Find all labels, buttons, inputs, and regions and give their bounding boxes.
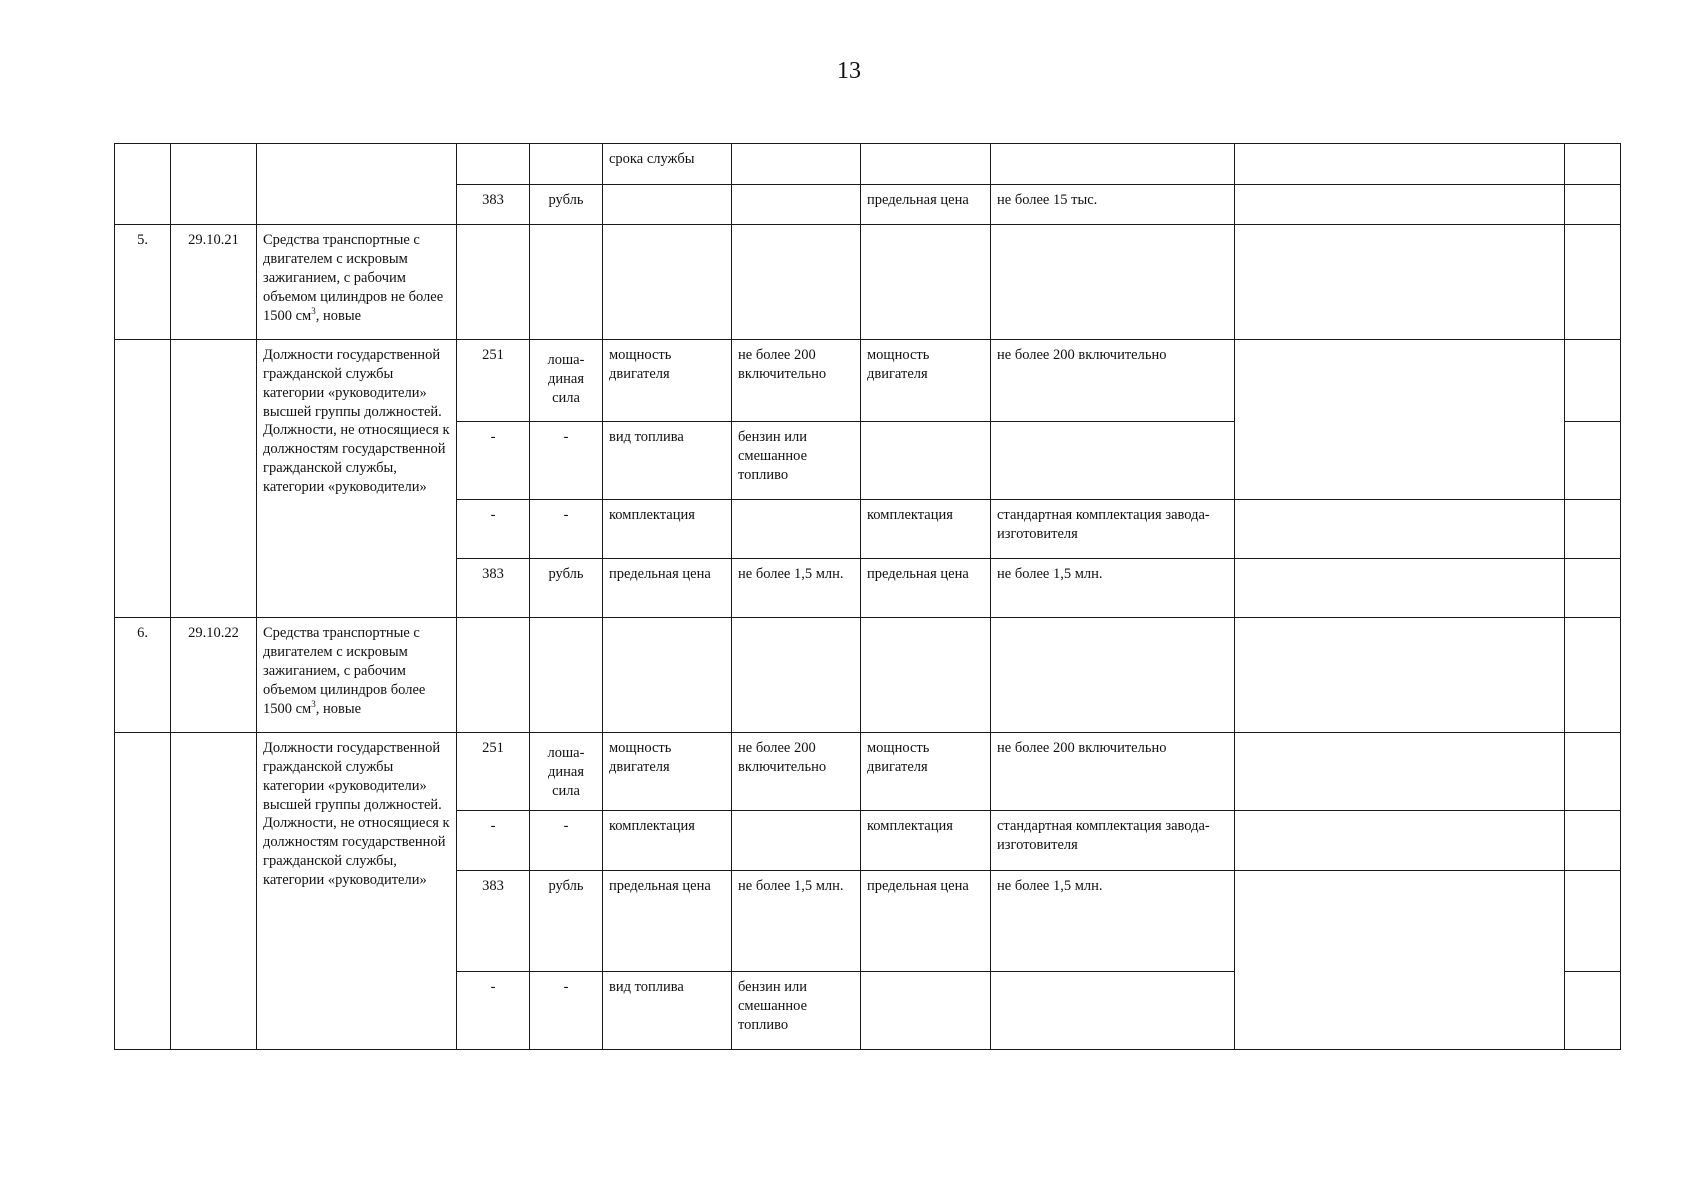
- cell-characteristic: вид топлива: [603, 422, 732, 500]
- cell-unit: [530, 144, 603, 185]
- cell-value-2: стандартная комплектация завода-изготовителя: [991, 811, 1235, 871]
- cell-characteristic: срока службы: [603, 144, 732, 185]
- cell-justification: [1235, 871, 1565, 1050]
- table-row-item-5: [115, 225, 1621, 340]
- cell-characteristic-2: [861, 144, 991, 185]
- cell-justification: [1235, 144, 1565, 185]
- cell-name: [257, 144, 457, 225]
- cell-value: [732, 185, 861, 225]
- cell-value-2: [991, 972, 1235, 1050]
- cell-characteristic: [603, 185, 732, 225]
- cell-function: [1565, 185, 1621, 225]
- cell-characteristic-2: мощность двигателя: [861, 340, 991, 422]
- cell-function: [1565, 144, 1621, 185]
- cell-code: -: [457, 422, 530, 500]
- cell-value-2: стандартная комплектация завода-изготовителя: [991, 500, 1235, 559]
- cell-name: Средства транспортные с двигателем с искровым зажиганием, с рабочим объемом цилиндров не более 1500 $см^3$, новые: [257, 225, 457, 340]
- cell-code: [457, 225, 530, 340]
- cell-value-2: не более 1,5 млн.: [991, 559, 1235, 618]
- cell-characteristic-2: комплектация: [861, 500, 991, 559]
- cell-unit: рубль: [530, 559, 603, 618]
- table-row-item-6: [115, 618, 1621, 733]
- cell-okpd: [171, 733, 257, 1050]
- cell-index: [115, 733, 171, 1050]
- cell-value: не более 1,5 млн.: [732, 871, 861, 972]
- cell-value: бензин или смешанное топливо: [732, 422, 861, 500]
- cell-function: [1565, 811, 1621, 871]
- cell-unit: [530, 225, 603, 340]
- cell-unit: рубль: [530, 185, 603, 225]
- cell-function: [1565, 871, 1621, 972]
- cell-positions: Должности государственной гражданской службы категории «руководители» высшей группы должностей. Должности, не относящиеся к должностям государственной гражданской службы, категории «руководители»: [257, 733, 457, 1050]
- cell-function: [1565, 972, 1621, 1050]
- cell-value-2: не более 15 тыс.: [991, 185, 1235, 225]
- cell-okpd: 29.10.21: [171, 225, 257, 340]
- cell-code: 383: [457, 559, 530, 618]
- cell-unit: -: [530, 811, 603, 871]
- page-number: 13: [837, 58, 861, 84]
- table-row: [115, 733, 1621, 811]
- cell-unit: лоша- диная сила: [530, 340, 603, 422]
- cell-function: [1565, 225, 1621, 340]
- cell-characteristic-2: предельная цена: [861, 185, 991, 225]
- cell-justification: [1235, 618, 1565, 733]
- cell-characteristic: комплектация: [603, 500, 732, 559]
- cell-characteristic: мощность двигателя: [603, 340, 732, 422]
- cell-characteristic-2: [861, 972, 991, 1050]
- cell-value-2: [991, 144, 1235, 185]
- table-row: [115, 340, 1621, 422]
- cell-code: 383: [457, 185, 530, 225]
- cell-characteristic: предельная цена: [603, 559, 732, 618]
- cell-value-2: не более 1,5 млн.: [991, 871, 1235, 972]
- cell-value: не более 1,5 млн.: [732, 559, 861, 618]
- cell-code: 251: [457, 733, 530, 811]
- cell-value: бензин или смешанное топливо: [732, 972, 861, 1050]
- cell-characteristic: [603, 225, 732, 340]
- cell-characteristic: [603, 618, 732, 733]
- cell-function: [1565, 500, 1621, 559]
- cell-value: не более 200 включительно: [732, 733, 861, 811]
- specification-table: [114, 143, 1621, 1050]
- cell-function: [1565, 422, 1621, 500]
- cell-characteristic-2: предельная цена: [861, 559, 991, 618]
- cell-value-2: [991, 225, 1235, 340]
- cell-okpd: [171, 144, 257, 225]
- cell-characteristic-2: [861, 618, 991, 733]
- cell-unit: -: [530, 972, 603, 1050]
- cell-value: [732, 144, 861, 185]
- cell-justification: [1235, 559, 1565, 618]
- cell-unit: -: [530, 500, 603, 559]
- cell-value: [732, 811, 861, 871]
- cell-justification: [1235, 500, 1565, 559]
- cell-function: [1565, 340, 1621, 422]
- cell-unit: -: [530, 422, 603, 500]
- cell-justification: [1235, 185, 1565, 225]
- cell-value-2: [991, 422, 1235, 500]
- cell-index: 5.: [115, 225, 171, 340]
- table-row: [115, 144, 1621, 185]
- cell-value: [732, 500, 861, 559]
- cell-characteristic: вид топлива: [603, 972, 732, 1050]
- cell-unit: рубль: [530, 871, 603, 972]
- cell-code: -: [457, 811, 530, 871]
- cell-code: 251: [457, 340, 530, 422]
- cell-positions: Должности государственной гражданской службы категории «руководители» высшей группы должностей. Должности, не относящиеся к должностям государственной гражданской службы, категории «руководители»: [257, 340, 457, 618]
- cell-value-2: [991, 618, 1235, 733]
- cell-characteristic: мощность двигателя: [603, 733, 732, 811]
- cell-code: 383: [457, 871, 530, 972]
- cell-value: [732, 618, 861, 733]
- cell-code: -: [457, 500, 530, 559]
- cell-index: [115, 144, 171, 225]
- cell-code: -: [457, 972, 530, 1050]
- cell-okpd: [171, 340, 257, 618]
- cell-justification: [1235, 733, 1565, 811]
- cell-unit: [530, 618, 603, 733]
- cell-function: [1565, 559, 1621, 618]
- cell-characteristic: комплектация: [603, 811, 732, 871]
- cell-characteristic: предельная цена: [603, 871, 732, 972]
- cell-name: Средства транспортные с двигателем с искровым зажиганием, с рабочим объемом цилиндров более 1500 $см^3$, новые: [257, 618, 457, 733]
- cell-value: не более 200 включительно: [732, 340, 861, 422]
- cell-justification: [1235, 811, 1565, 871]
- cell-okpd: 29.10.22: [171, 618, 257, 733]
- cell-code: [457, 144, 530, 185]
- cell-value-2: не более 200 включительно: [991, 340, 1235, 422]
- cell-value: [732, 225, 861, 340]
- cell-justification: [1235, 225, 1565, 340]
- cell-value-2: не более 200 включительно: [991, 733, 1235, 811]
- cell-code: [457, 618, 530, 733]
- cell-unit: лоша- диная сила: [530, 733, 603, 811]
- cell-function: [1565, 618, 1621, 733]
- cell-characteristic-2: мощность двигателя: [861, 733, 991, 811]
- cell-index: 6.: [115, 618, 171, 733]
- cell-characteristic-2: [861, 225, 991, 340]
- cell-function: [1565, 733, 1621, 811]
- cell-index: [115, 340, 171, 618]
- cell-justification: [1235, 340, 1565, 500]
- cell-characteristic-2: [861, 422, 991, 500]
- cell-characteristic-2: комплектация: [861, 811, 991, 871]
- cell-characteristic-2: предельная цена: [861, 871, 991, 972]
